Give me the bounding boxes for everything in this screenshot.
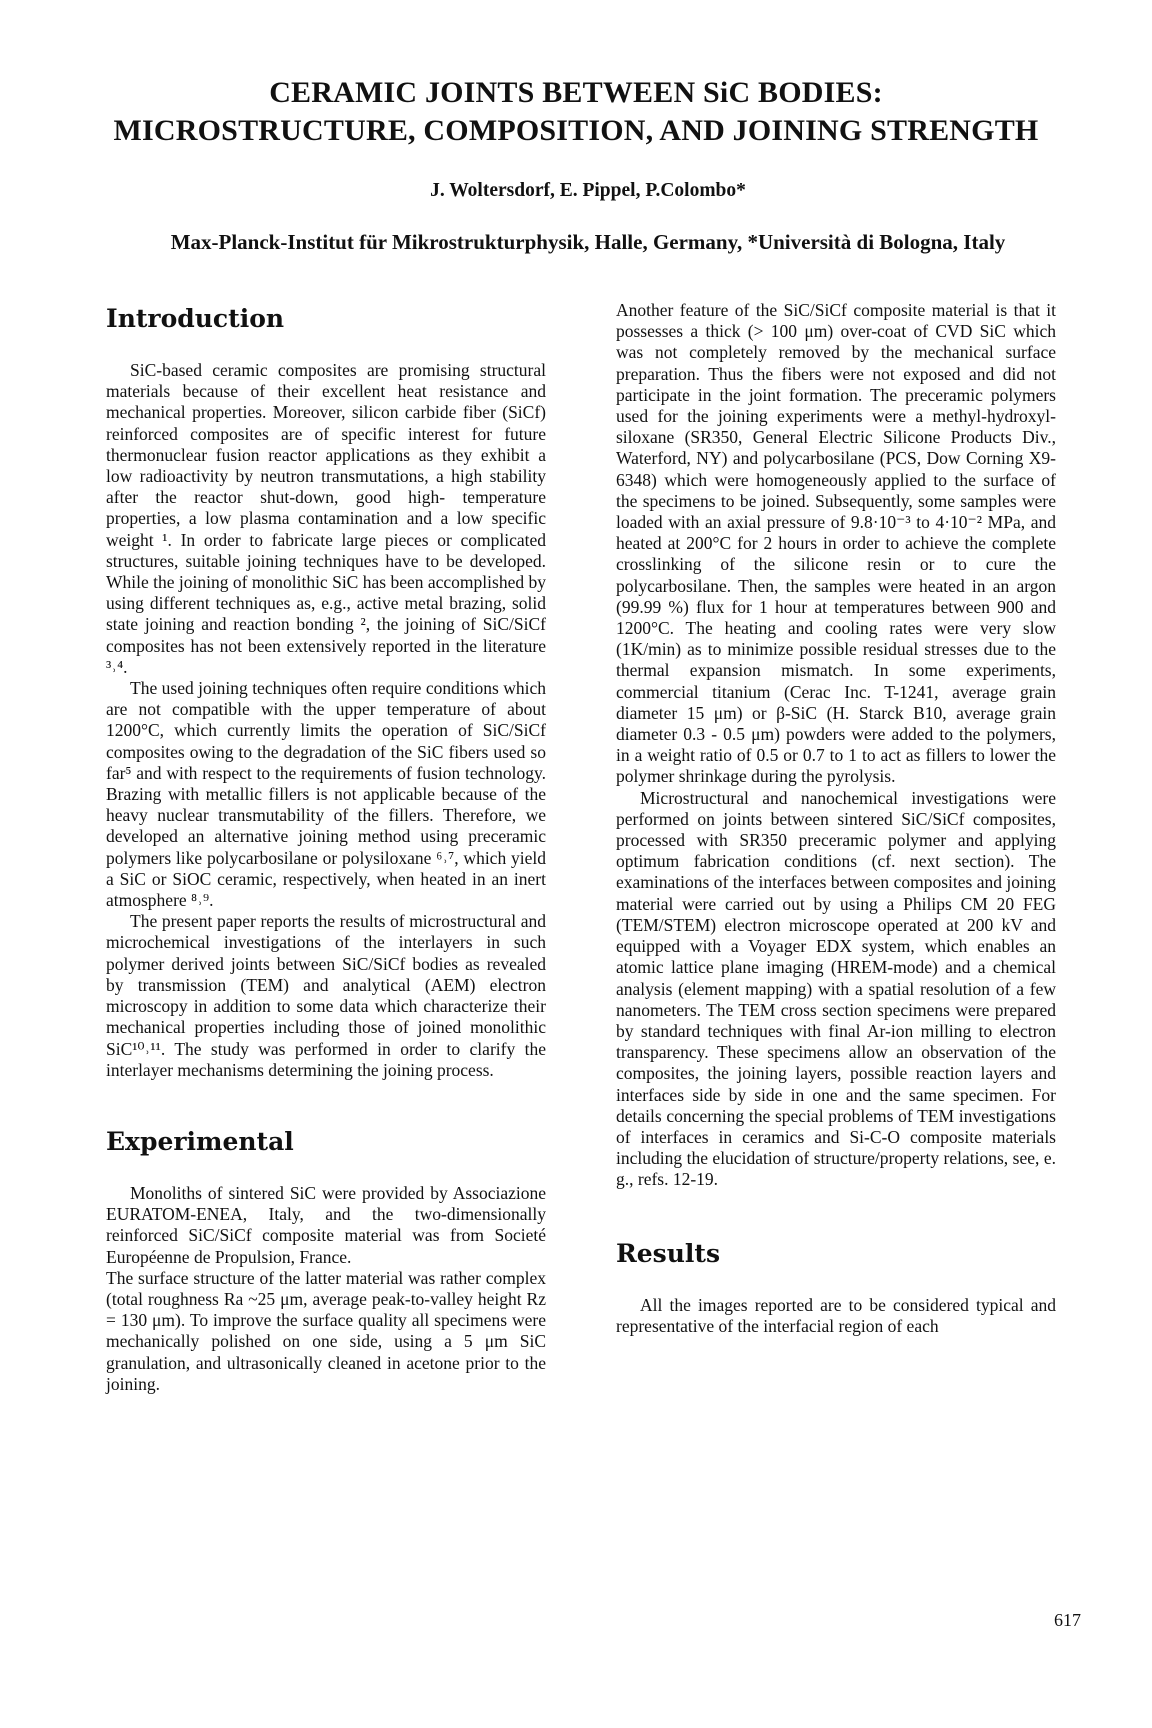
right-column (616, 300, 1056, 1337)
experimental-paragraph-2: The surface structure of the latter material was rather complex (total roughness Ra ~25 μm, average peak-to-valley height Rz = 130 μm). To improve the surface quality all specimens were mechanically polished on one side, using a 5 μm SiC granulation, and ultrasonically cleaned in acetone prior to the joining. (106, 1267, 546, 1394)
left-column (106, 296, 546, 1395)
paper-title (60, 74, 1092, 150)
introduction-heading: Introduction (106, 304, 285, 333)
introduction-paragraph-1: SiC-based ceramic composites are promising structural materials because of their excellent heat resistance and mechanical properties. Moreover, silicon carbide fiber (SiCf) reinforced composites are of specific interest for future thermonuclear fusion reactor applications as they exhibit a low radioactivity by neutron transmutations, a high stability after the reactor shut-down, good high- temperature properties, a low plasma contamination and a low specific weight ¹. In order to fabricate large pieces or complicated structures, suitable joining techniques have to be developed. While the joining of monolithic SiC has been accomplished by using different techniques as, e.g., active metal brazing, solid state joining and reaction bonding ², the joining of SiC/SiCf composites has not been extensively reported in the literature ³˒⁴. (106, 360, 546, 677)
experimental-heading: Experimental (106, 1126, 294, 1156)
experimental-paragraph-1: Monoliths of sintered SiC were provided by Associazione EURATOM-ENEA, Italy, and the two-dimensionally reinforced SiC/SiCf composite material was from Societé Européenne de Propulsion, France. (106, 1182, 546, 1267)
page-number: 617 (1054, 1610, 1081, 1630)
experimental-paragraph-4: Microstructural and nanochemical investigations were performed on joints between sintered SiC/SiCf composites, processed with SR350 preceramic polymer and applying optimum fabrication conditions (cf. next section). The examinations of the interfaces between composites and joining material were carried out by using a Philips CM 20 FEG (TEM/STEM) electron microscope operated at 200 kV and equipped with a Voyager EDX system, which enables an atomic lattice plane imaging (HREM-mode) and a chemical analysis (element mapping) with a spatial resolution of a few nanometers. The TEM cross section specimens were prepared by standard techniques with final Ar-ion milling to electron transparency. These specimens allow an observation of the composites, the joining layers, possible reaction layers and interfaces side by side in one and the same specimen. For details concerning the special problems of TEM investigations of interfaces in ceramics and Si-C-O composite materials including the elucidation of structure/property relations, see, e. g., refs. 12-19. (616, 787, 1056, 1190)
results-paragraph-1: All the images reported are to be considered typical and representative of the interfacial region of each (616, 1294, 1056, 1336)
introduction-paragraph-2: The used joining techniques often require conditions which are not compatible with the upper temperature of about 1200°C, which currently limits the operation of SiC/SiCf composites owing to the degradation of the SiC fibers used so far⁵ and with respect to the requirements of fusion technology. Brazing with metallic fillers is not applicable because of the heavy nuclear transmutability of the fillers. Therefore, we developed an alternative joining method using preceramic polymers like polycarbosilane or polysiloxane ⁶˒⁷, which yield a SiC or SiOC ceramic, respectively, when heated in an inert atmosphere ⁸˒⁹. (106, 678, 546, 911)
title-line-1: CERAMIC JOINTS BETWEEN SiC BODIES: (269, 76, 883, 109)
affiliations: Max-Planck-Institut für Mikrostrukturphysik, Halle, Germany, *Università di Bologna, Italy (170, 230, 1006, 254)
title-line-2: MICROSTRUCTURE, COMPOSITION, AND JOINING STRENGTH (113, 114, 1039, 147)
experimental-paragraph-3: Another feature of the SiC/SiCf composite material is that it possesses a thick (> 100 μm) over-coat of CVD SiC which was not completely removed by the mechanical surface preparation. Thus the fibers were not exposed and did not participate in the joint formation. The preceramic polymers used for the joining experiments were a methyl-hydroxyl-siloxane (SR350, General Electric Silicone Products Div., Waterford, NY) and polycarbosilane (PCS, Dow Corning X9-6348) which were homogeneously applied to the surface of the specimens to be joined. Subsequently, some samples were loaded with an axial pressure of 9.8·10⁻³ to 4·10⁻² MPa, and heated at 200°C for 2 hours in order to achieve the complete crosslinking of the silicone resin or to cure the polycarbosilane. Then, the samples were heated in an argon (99.99 %) flux for 1 hour at temperatures between 900 and 1200°C. The heating and cooling rates were very slow (1K/min) as to minimize possible residual stresses due to the thermal expansion mismatch. In some experiments, commercial titanium (Cerac Inc. T-1241, average grain diameter 15 μm) or β-SiC (H. Starck B10, average grain diameter 0.3 - 0.5 μm) powders were added to the polymers, in a weight ratio of 0.5 or 0.7 to 1 to act as fillers to lower the polymer shrinkage during the pyrolysis. (616, 300, 1056, 787)
authors: J. Woltersdorf, E. Pippel, P.Colombo* (430, 180, 746, 201)
results-heading: Results (616, 1238, 721, 1268)
introduction-paragraph-3: The present paper reports the results of microstructural and microchemical investigations of the interlayers in such polymer derived joints between SiC/SiCf bodies as revealed by transmission (TEM) and analytical (AEM) electron microscopy in addition to some data which characterize their mechanical properties including those of joined monolithic SiC¹⁰˒¹¹. The study was performed in order to clarify the interlayer mechanisms determining the joining process. (106, 911, 546, 1080)
